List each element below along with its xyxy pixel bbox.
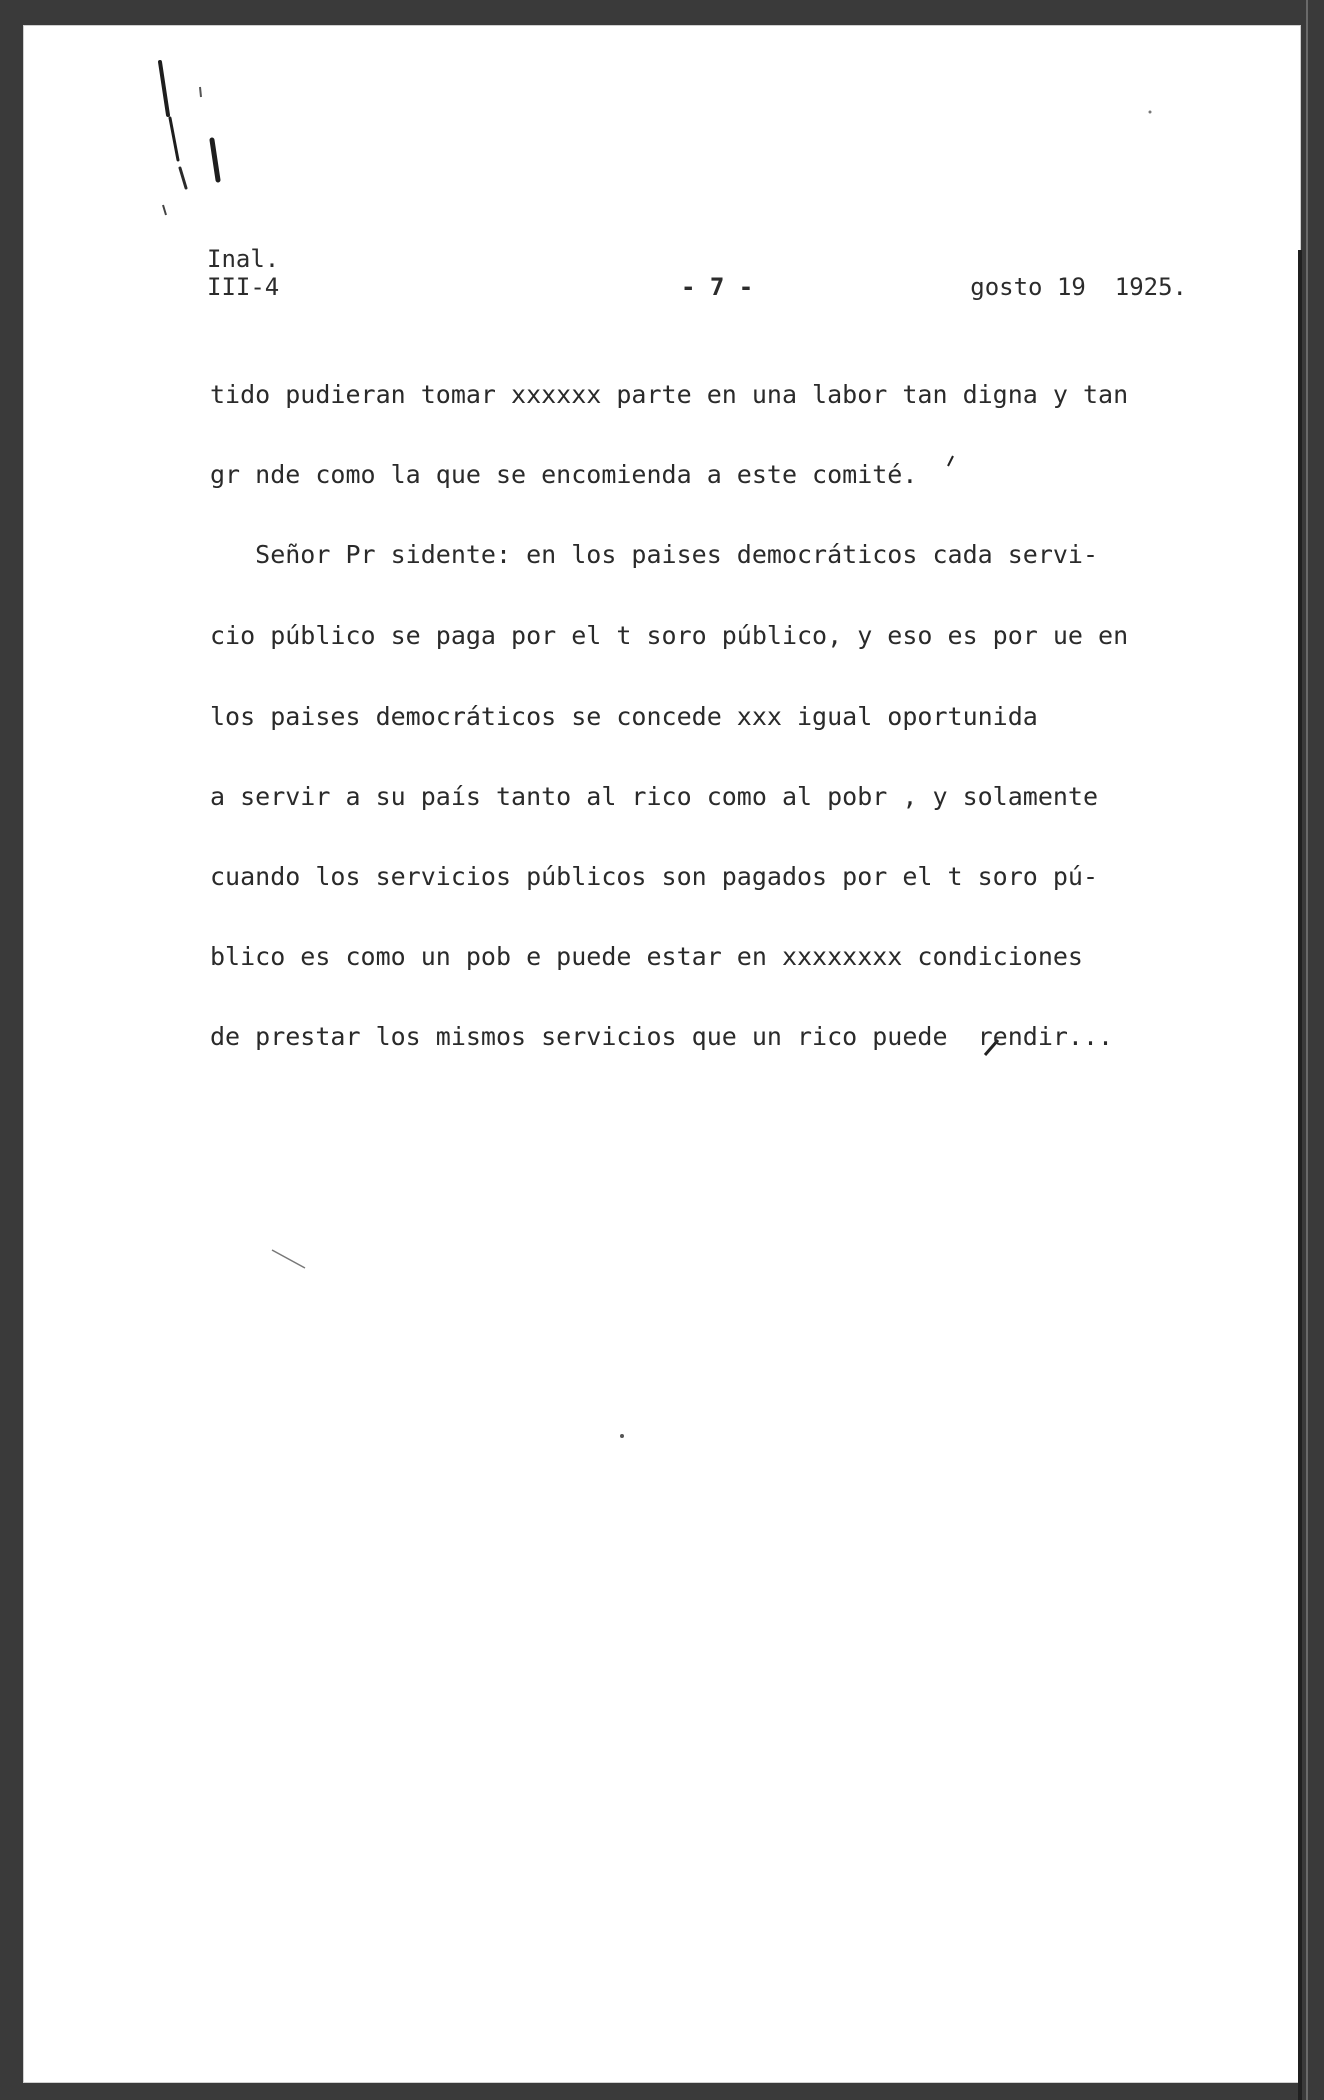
- text-line-1: tido pudieran tomar xxxxxx parte en una labor tan digna y tan: [210, 380, 1129, 409]
- page-edge-shadow: [1298, 250, 1302, 2100]
- document-page: [24, 26, 1300, 2082]
- page-edge-line: [1306, 0, 1308, 2100]
- text-line-7: cuando los servicios públicos son pagados por el t soro pú-: [210, 862, 1099, 891]
- document-date: gosto 19 1925.: [970, 273, 1187, 301]
- text-line-4: cio público se paga por el t soro público, y eso es por ue en: [210, 621, 1129, 650]
- document-reference: Inal.: [207, 245, 280, 273]
- text-line-9: de prestar los mismos servicios que un rico puede rendir...: [210, 1022, 1114, 1051]
- text-line-6: a servir a su país tanto al rico como al pobr , y solamente: [210, 782, 1099, 811]
- text-line-2: gr nde como la que se encomienda a este comité.: [210, 460, 918, 489]
- text-line-8: blico es como un pob e puede estar en xxxxxxxx condiciones: [210, 942, 1083, 971]
- text-line-3: Señor Pr sidente: en los paises democráticos cada servi-: [210, 540, 1099, 569]
- page-number: - 7 -: [681, 273, 754, 301]
- text-line-5: los paises democráticos se concede xxx igual oportunida: [210, 702, 1038, 731]
- document-section: III-4: [207, 273, 280, 301]
